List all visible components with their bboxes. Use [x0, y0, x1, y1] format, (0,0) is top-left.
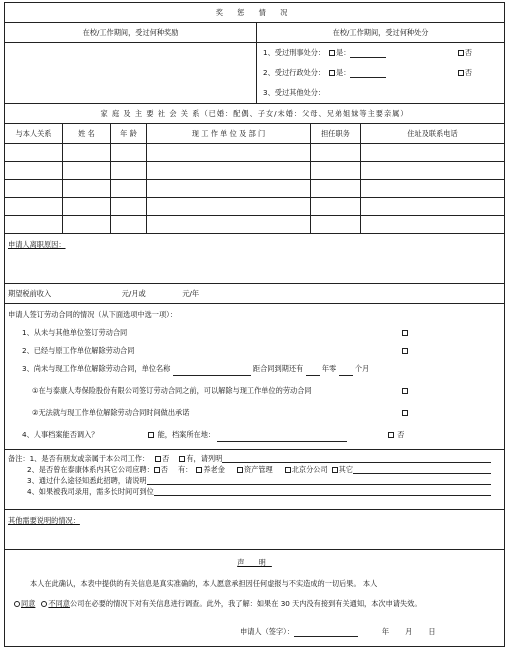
notes-section: [5, 450, 505, 510]
admin-yes-label: 是：: [336, 68, 351, 77]
admin-yes-checkbox[interactable]: [329, 70, 335, 76]
notes-1-label: 1、是否有朋友或亲属于本公司工作：: [29, 454, 150, 463]
family-cell[interactable]: [5, 144, 63, 162]
sign-day-label: 日: [428, 627, 436, 636]
family-cell[interactable]: [311, 198, 361, 216]
family-cell[interactable]: [361, 180, 505, 198]
admin-no-label: 否: [464, 68, 473, 77]
notes-2-opt-beijing: 北京分公司: [291, 465, 328, 474]
contract-item-1-checkbox[interactable]: [402, 330, 408, 336]
family-cell[interactable]: [361, 144, 505, 162]
family-cell[interactable]: [63, 144, 111, 162]
declaration-line-2: [8, 596, 501, 612]
notes-2-opt-beijing-checkbox[interactable]: [285, 467, 291, 473]
family-header-row: [5, 124, 505, 144]
other-punish-row: [257, 83, 504, 103]
declaration-line-2-text: 公司在必要的情况下对有关信息进行调查。此外，我了解：如果在 30 天内没有接到有关通知，本次申请失效。: [69, 599, 422, 608]
notes-2-opt-pension-checkbox[interactable]: [196, 467, 202, 473]
contract-item-3-label: 3、尚未与现工作单位解除劳动合同，单位名称: [22, 364, 171, 373]
declaration-line-1: 本人在此确认，本表中提供的有关信息是真实准确的，本人愿意承担因任何虚报与不实造成的一切后果。 本人: [30, 579, 378, 588]
application-form: [4, 2, 504, 664]
remaining-months-field[interactable]: [339, 367, 353, 376]
contract-sub-2-checkbox[interactable]: [402, 410, 408, 416]
declaration-title-wrap: [8, 556, 501, 570]
file-transfer-yes-label: 能，档案所在地：: [157, 430, 216, 439]
notes-2-no-checkbox[interactable]: [154, 467, 160, 473]
contract-sub-2-label: ②无法就与现工作单位解除劳动合同时间做出承诺: [32, 408, 190, 417]
other-info-field[interactable]: [5, 510, 505, 550]
admin-detail-field[interactable]: [350, 69, 386, 78]
family-cell[interactable]: [5, 162, 63, 180]
family-col-relation: 与本人关系: [5, 124, 63, 144]
rewards-left-header: 在校/工作期间，受过何种奖励: [5, 23, 257, 43]
family-cell[interactable]: [311, 180, 361, 198]
notes-1-detail-field[interactable]: [222, 454, 491, 463]
other-punish-label: 3、受过其他处分：: [263, 88, 326, 97]
family-cell[interactable]: [111, 144, 147, 162]
notes-3-label: 3、通过什么途径知悉此招聘，请说明: [27, 476, 147, 485]
family-cell[interactable]: [5, 180, 63, 198]
agree-radio[interactable]: [14, 601, 20, 607]
notes-2-label: 2、是否曾在泰康体系内其它公司应聘：: [27, 465, 154, 474]
contract-remaining-label: 距合同到期还有: [252, 364, 304, 373]
notes-2-yes-label: 有：: [177, 465, 193, 474]
contract-sub-1-label: ①在与泰康人寿保险股份有限公司签订劳动合同之前，可以解除与现工作单位的劳动合同: [32, 386, 312, 395]
notes-2-detail-field[interactable]: [353, 465, 491, 474]
notes-2-opt-pension: 养老金: [203, 465, 225, 474]
family-title: 家 庭 及 主 要 社 会 关 系（已婚：配偶、子女/未婚：父母、兄弟姐妹等主要亲属）: [5, 104, 505, 124]
family-col-name: 姓 名: [63, 124, 111, 144]
family-cell[interactable]: [5, 198, 63, 216]
table-row: [5, 198, 505, 216]
file-transfer-no-checkbox[interactable]: [388, 432, 394, 438]
signature-field[interactable]: [294, 628, 358, 637]
contract-sub-2: [8, 406, 501, 420]
family-cell[interactable]: [63, 216, 111, 234]
family-cell[interactable]: [5, 216, 63, 234]
notes-3-field[interactable]: [147, 476, 491, 485]
table-row: [5, 180, 505, 198]
income-row: [5, 284, 505, 304]
month-label: 个月: [354, 364, 370, 373]
notes-line-3: [8, 475, 501, 486]
contract-item-2-checkbox[interactable]: [402, 348, 408, 354]
sign-year-label: 年: [381, 627, 390, 636]
notes-1-yes-checkbox[interactable]: [179, 456, 185, 462]
table-row: [5, 144, 505, 162]
punishment-block: [257, 43, 505, 104]
notes-1-no-checkbox[interactable]: [155, 456, 161, 462]
notes-2-opt-asset: 资产管理: [243, 465, 273, 474]
notes-1-yes-label: 有，请列明: [186, 454, 223, 463]
file-transfer-label: 4、人事档案能否调入？: [22, 430, 99, 439]
remaining-years-field[interactable]: [306, 367, 320, 376]
sign-month-label: 月: [405, 627, 413, 636]
income-month-field[interactable]: [53, 291, 119, 299]
family-cell[interactable]: [147, 180, 311, 198]
notes-2-opt-other: 其它: [338, 465, 354, 474]
form-table: [4, 2, 505, 647]
income-year-unit: 元/年: [182, 288, 200, 298]
notes-1-no-label: 否: [162, 454, 170, 463]
criminal-row: [257, 43, 504, 63]
family-cell[interactable]: [111, 216, 147, 234]
family-cell[interactable]: [147, 216, 311, 234]
family-cell[interactable]: [63, 162, 111, 180]
family-cell[interactable]: [311, 216, 361, 234]
notes-2-opt-other-checkbox[interactable]: [332, 467, 338, 473]
other-info-label: 其他需要说明的情况：: [8, 516, 80, 525]
contract-item-3: [8, 362, 501, 376]
family-cell[interactable]: [111, 198, 147, 216]
year-label: 年零: [321, 364, 337, 373]
signature-label: 申请人（签字）：: [240, 627, 294, 636]
file-transfer-yes-checkbox[interactable]: [148, 432, 154, 438]
notes-line-1: [8, 453, 501, 464]
family-cell[interactable]: [63, 180, 111, 198]
contract-sub-1-checkbox[interactable]: [402, 388, 408, 394]
table-row: [5, 216, 505, 234]
family-cell[interactable]: [147, 144, 311, 162]
notes-label: 备注：: [8, 454, 30, 463]
family-cell[interactable]: [147, 162, 311, 180]
family-col-position: 担任职务: [311, 124, 361, 144]
agree-label: 同意: [21, 599, 36, 608]
file-location-field[interactable]: [217, 433, 347, 442]
disagree-label: 不同意: [48, 599, 70, 608]
contract-section: [5, 304, 505, 450]
family-col-workplace: 现 工 作 单 位 及 部 门: [147, 124, 311, 144]
notes-line-4: [8, 486, 501, 497]
family-cell[interactable]: [311, 144, 361, 162]
contract-sub-1: [8, 384, 501, 398]
declaration-section: [5, 550, 505, 647]
income-label: 期望税前收入: [8, 288, 52, 298]
declaration-title: 声 明: [237, 558, 272, 567]
contract-item-2-label: 2、已经与原工作单位解除劳动合同: [22, 346, 135, 355]
contract-item-2: [8, 344, 501, 358]
criminal-yes-label: 是：: [336, 48, 351, 57]
contract-title: 申请人签订劳动合同的情况（从下面选项中选一项）：: [8, 310, 177, 319]
contract-item-1: [8, 326, 501, 340]
current-employer-field[interactable]: [173, 367, 251, 376]
family-cell[interactable]: [111, 180, 147, 198]
family-col-contact: 住址及联系电话: [361, 124, 505, 144]
criminal-no-label: 否: [464, 48, 473, 57]
criminal-label: 1、受过刑事处分：: [263, 48, 326, 57]
family-cell[interactable]: [361, 198, 505, 216]
notes-line-2: [8, 464, 501, 475]
family-cell[interactable]: [311, 162, 361, 180]
criminal-yes-checkbox[interactable]: [329, 50, 335, 56]
family-cell[interactable]: [111, 162, 147, 180]
notes-2-no-label: 否: [160, 465, 168, 474]
contract-item-4: [8, 428, 501, 442]
admin-no-checkbox[interactable]: [458, 70, 464, 76]
resign-reason-label: 申请人离职原因：: [8, 240, 66, 249]
contract-item-1-label: 1、从未与其他单位签订劳动合同: [22, 328, 128, 337]
table-row: [5, 162, 505, 180]
family-cell[interactable]: [63, 198, 111, 216]
admin-label: 2、受过行政处分：: [263, 68, 326, 77]
family-cell[interactable]: [361, 162, 505, 180]
family-col-age: 年 龄: [111, 124, 147, 144]
file-transfer-no-label: 否: [397, 430, 405, 439]
disagree-radio[interactable]: [41, 601, 47, 607]
income-month-unit: 元/月或: [121, 288, 146, 298]
signature-row: [8, 624, 501, 640]
notes-2-opt-asset-checkbox[interactable]: [237, 467, 243, 473]
admin-row: [257, 63, 504, 83]
resign-reason-field[interactable]: [5, 234, 505, 284]
criminal-no-checkbox[interactable]: [458, 50, 464, 56]
notes-4-field[interactable]: [154, 487, 491, 496]
income-year-field[interactable]: [148, 291, 180, 299]
family-cell[interactable]: [361, 216, 505, 234]
rewards-field[interactable]: [5, 43, 257, 104]
criminal-detail-field[interactable]: [350, 49, 386, 58]
notes-4-label: 4、如果被我司录用，需多长时间可到位: [27, 487, 154, 496]
family-cell[interactable]: [147, 198, 311, 216]
rewards-right-header: 在校/工作期间，受过何种处分: [257, 23, 505, 43]
rewards-title: 奖 惩 情 况: [5, 3, 505, 23]
